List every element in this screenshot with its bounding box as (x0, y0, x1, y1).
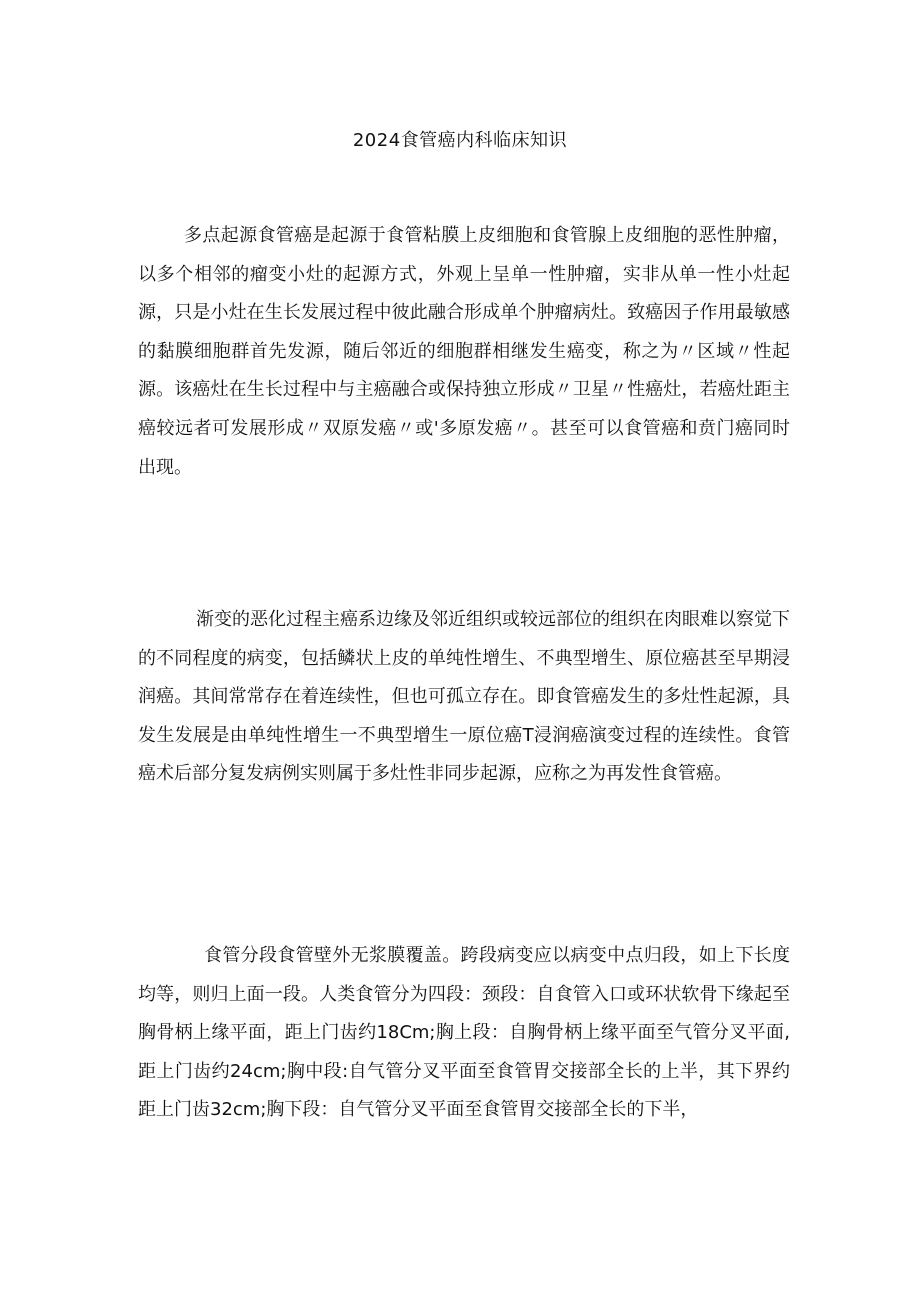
paragraph-multifocal-origin: 多点起源食管癌是起源于食管粘膜上皮细胞和食管腺上皮细胞的恶性肿瘤，以多个相邻的瘤变小灶的起源方式，外观上呈单一性肿瘤，实非从单一性小灶起源，只是小灶在生长发展过程中彼此融合形成单个肿瘤病灶。致癌因子作用最敏感的黏膜细胞群首先发源，随后邻近的细胞群相继发生癌变，称之为〃区域〃性起源。该癌灶在生长过程中与主癌融合或保持独立形成〃卫星〃性癌灶，若癌灶距主癌较远者可发展形成〃双原发癌〃或'多原发癌〃。甚至可以食管癌和贲门癌同时出现。 (138, 225, 790, 478)
document-title: 2024食管癌内科临床知识 (352, 130, 568, 151)
paragraph-esophagus-segments: 食管分段食管壁外无浆膜覆盖。跨段病变应以病变中点归段，如上下长度均等，则归上面一段。人类食管分为四段：颈段：自食管入口或环状软骨下缘起至胸骨柄上缘平面，距上门齿约18Cm;胸上段：自胸骨柄上缘平面至气管分叉平面,距上门齿约24cm;胸中段:自气管分叉平面至食管胃交接部全长的上半，其下界约距上门齿32cm;胸下段：自气管分叉平面至食管胃交接部全长的下半， (138, 945, 790, 1121)
paragraph-progressive-malignancy: 渐变的恶化过程主癌系边缘及邻近组织或较远部位的组织在肉眼难以察觉下的不同程度的病变，包括鳞状上皮的单纯性增生、不典型增生、原位癌甚至早期浸润癌。其间常常存在着连续性，但也可孤立存在。即食管癌发生的多灶性起源，具发生发展是由单纯性增生一不典型增生一原位癌T浸润癌演变过程的连续性。食管癌术后部分复发病例实则属于多灶性非同步起源，应称之为再发性食管癌。 (138, 609, 790, 785)
